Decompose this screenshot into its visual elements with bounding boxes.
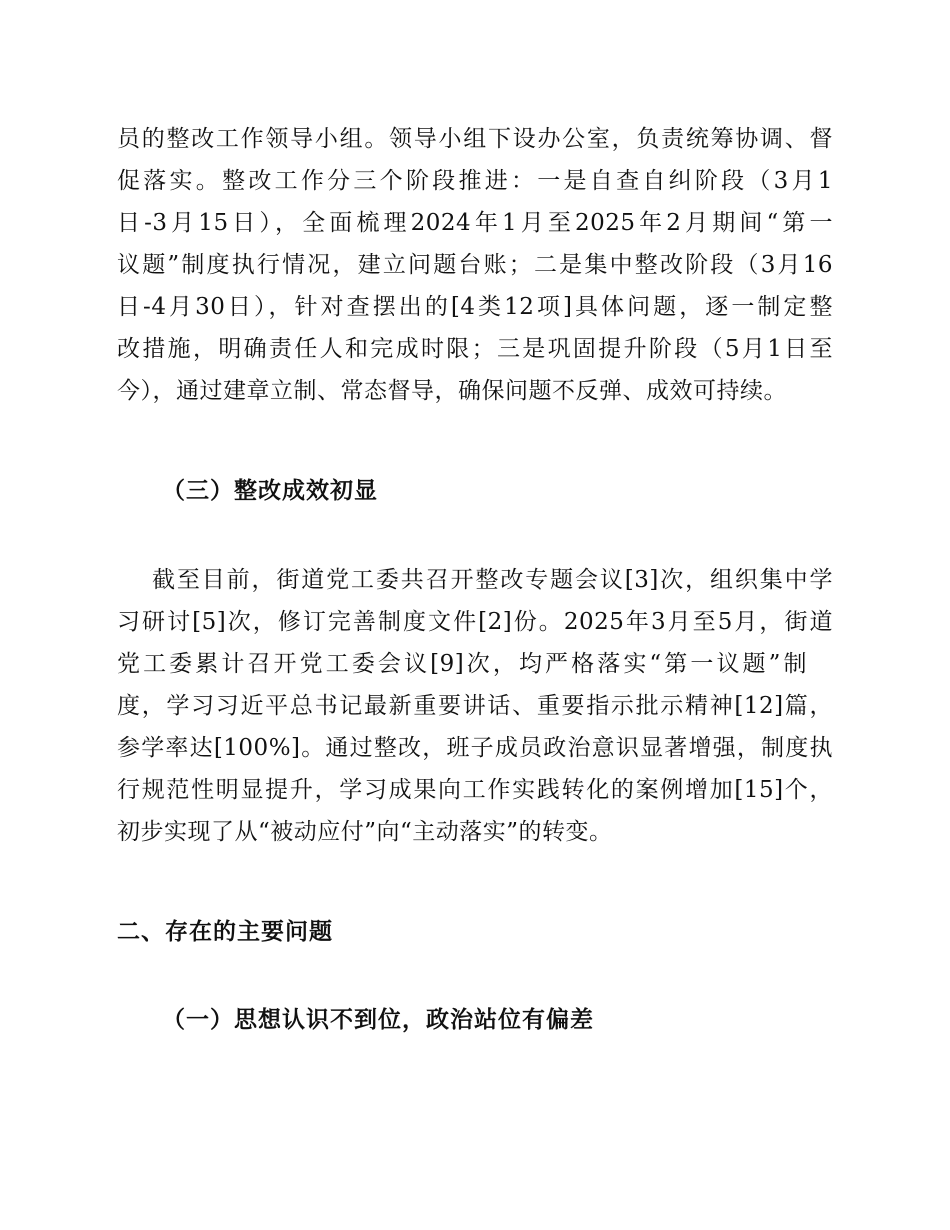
text-line: 今），通过建章立制、常态督导，确保问题不反弹、成效可持续。: [117, 378, 787, 404]
text-line: 参学率达[100%]。通过整改，班子成员政治意识显著增强，制度执: [117, 735, 833, 761]
text-line: 日-4月30日），针对查摆出的[4类12项]具体问题，逐一制定整: [117, 294, 833, 320]
text-line: 改措施，明确责任人和完成时限；三是巩固提升阶段（5月1日至: [117, 336, 833, 362]
text-line: 度，学习习近平总书记最新重要讲话、重要指示批示精神[12]篇，: [117, 693, 833, 719]
text-line: 促落实。整改工作分三个阶段推进：一是自查自纠阶段（3月1: [117, 168, 833, 194]
text-line: 员的整改工作领导小组。领导小组下设办公室，负责统筹协调、督: [117, 126, 833, 152]
subsection-heading: （一）思想认识不到位，政治站位有偏差: [162, 1007, 594, 1033]
text-line: 截至目前，街道党工委共召开整改专题会议[3]次，组织集中学: [152, 567, 833, 593]
section-heading: （三）整改成效初显: [162, 478, 378, 504]
text-line: 初步实现了从“被动应付”向“主动落实”的转变。: [117, 819, 613, 845]
text-line: 议题”制度执行情况，建立问题台账；二是集中整改阶段（3月16: [117, 252, 833, 278]
text-line: 行规范性明显提升，学习成果向工作实践转化的案例增加[15]个，: [117, 777, 833, 803]
text-line: 党工委累计召开党工委会议[9]次，均严格落实“第一议题”制: [117, 651, 807, 677]
text-line: 日-3月15日），全面梳理2024年1月至2025年2月期间“第一: [117, 210, 833, 236]
text-line: 习研讨[5]次，修订完善制度文件[2]份。2025年3月至5月，街道: [117, 609, 833, 635]
chapter-heading: 二、存在的主要问题: [117, 919, 333, 945]
